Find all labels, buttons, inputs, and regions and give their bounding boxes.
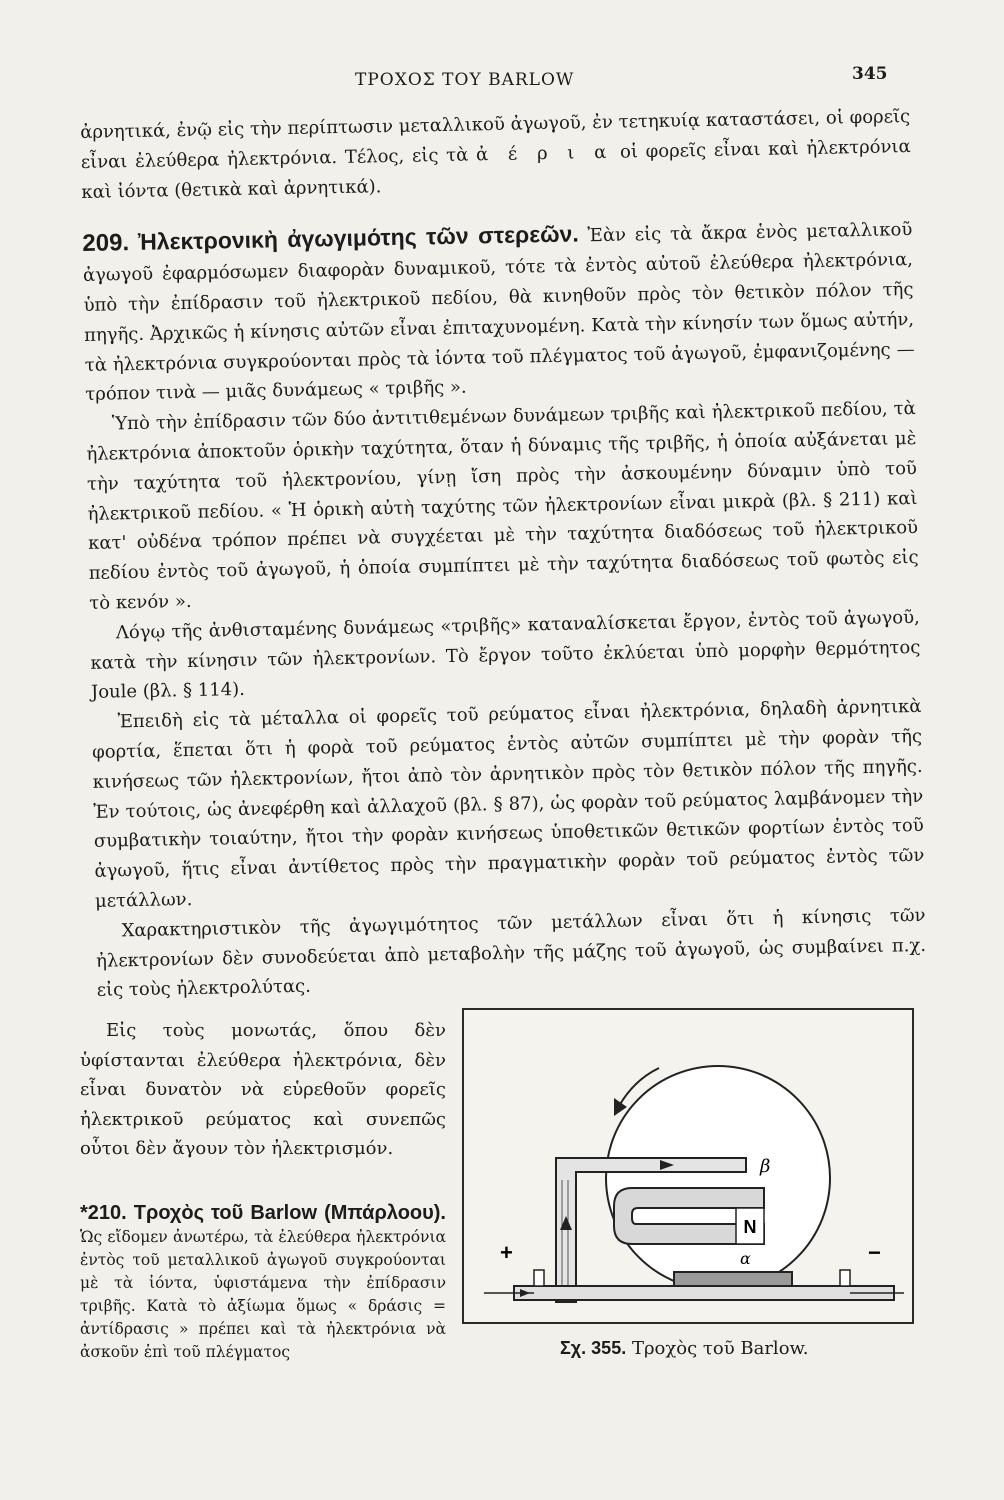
section-title: Ἠλεκτρονικὴ ἀγωγιμότης τῶν στερεῶν. [137,220,579,256]
section-title: *210. Τροχὸς τοῦ Barlow (Μπάρλοου). [80,1201,446,1224]
minus-terminal-label: − [868,1240,881,1265]
spaced-word: ἀ έ ρ ι α [475,141,613,166]
mercury-trough [674,1272,792,1286]
wheel-disc [606,1066,830,1290]
paragraph: Λόγῳ τῆς ἀνθισταμένης δυνάμεως «τριβῆς» καταναλίσκεται ἔργον, ἐντὸς τοῦ ἀγωγοῦ, κατὰ τὴν κίνησιν τῶν ἠλεκτρονίων. Τὸ ἔργον τοῦτο ἐκλύεται ὑπὸ μορφὴν θερμότητος Joule (βλ. § 114). [90,606,921,704]
north-pole-label: N [743,1217,757,1237]
figure-caption [560,1338,809,1359]
barlow-wheel-figure [462,1008,914,1324]
terminal-left [534,1270,544,1286]
figure-label: Σχ. 355. [560,1338,627,1358]
plus-terminal-label: + [500,1240,513,1265]
page-number: 345 [852,64,888,84]
section-210: *210. Τροχὸς τοῦ Barlow (Μπάρλοου). Ὡς εἴδομεν ἀνωτέρω, τὰ ἐλεύθερα ἠλεκτρόνια ἐντὸς τοῦ μεταλλικοῦ ἀγωγοῦ συγκρούονται μὲ τὰ ἰόντα, ὑφιστάμενα τὴν ἐπίδρασιν τριβῆς. Κατὰ τὸ ἀξίωμα ὅμως « δράσις = ἀντίδρασις » πρέπει καὶ τὰ ἠλεκτρόνια νὰ ἀσκοῦν ἐπὶ τοῦ πλέγματος [80,1201,446,1361]
beta-label: β [760,1156,771,1177]
barlow-wheel-diagram [464,1010,912,1322]
paragraph: Ὑπὸ τὴν ἐπίδρασιν τῶν δύο ἀντιτιθεμένων δυνάμεων τριβῆς καὶ ἠλεκτρικοῦ πεδίου, τὰ ἠλεκτρόνια ἀποκτοῦν ὁρικὴν ταχύτητα, ὅταν ἡ δύναμις τῆς τριβῆς, ἡ ὁποία αὐξάνεται μὲ τὴν ταχύτητα τοῦ ἠλεκτρονίου, γίνῃ ἴση πρὸς τὴν ἀσκουμένην δύναμιν ὑπὸ τοῦ ἠλεκτρικοῦ πεδίου. « Ἡ ὁρικὴ αὐτὴ ταχύτης τῶν ἠλεκτρονίων εἶναι μικρὰ (βλ. § 211) καὶ κατ' οὐδένα τρόπον πρέπει νὰ συγχέεται μὲ τὴν ταχύτητα διαδόσεως τοῦ ἠλεκτρικοῦ πεδίου ἐντὸς τοῦ ἀγωγοῦ, ἡ ὁποία συμπίπτει μὲ τὴν ταχύτητα διαδόσεως τοῦ φωτὸς εἰς τὸ κενόν ». [86,398,919,614]
alpha-label: α [740,1249,751,1268]
terminal-right [840,1270,850,1286]
left-column-text [80,1016,446,1364]
rotation-arrowhead [614,1098,627,1116]
running-title: ΤΡΟΧΟΣ ΤΟΥ BARLOW [355,70,575,90]
paragraph: Εἰς τοὺς μονωτάς, ὅπου δὲν ὑφίστανται ἐλεύθερα ἠλεκτρόνια, δὲν εἶναι δυνατὸν νὰ εὑρεθοῦν φορεῖς ἠλεκτρικοῦ ρεύματος καὶ συνεπῶς οὗτοι δὲν ἄγουν τὸν ἠλεκτρισμόν. [80,1020,446,1159]
base-board [514,1286,894,1300]
main-text-block [80,102,927,1006]
section-number: 209. [82,229,130,258]
figure-caption-text: Τροχὸς τοῦ Barlow. [631,1338,809,1359]
section-209: 209. Ἠλεκτρονικὴ ἀγωγιμότης τῶν στερεῶν. Ἐὰν εἰς τὰ ἄκρα ἑνὸς μεταλλικοῦ ἀγωγοῦ ἐφαρμόσωμεν διαφορὰν δυναμικοῦ, τότε τὰ ἐντὸς αὐτοῦ ἐλεύθερα ἠλεκτρόνια, ὑπὸ τὴν ἐπίδρασιν τοῦ ἠλεκτρικοῦ πεδίου, θὰ κινηθοῦν πρὸς τὸν θετικὸν πόλον τῆς πηγῆς. Ἀρχικῶς ἡ κίνησις αὐτῶν εἶναι ἐπιταχυνομένη. Κατὰ τὴν κίνησίν των ὅμως αὐτήν, τὰ ἠλεκτρόνια συγκρούονται πρὸς τὰ ἰόντα τοῦ πλέγματος τοῦ ἀγωγοῦ, ἐμφανιζομένης — τρόπον τινὰ — μιᾶς δυνάμεως « τριβῆς ». [82,219,915,406]
paragraph: Ἐπειδὴ εἰς τὰ μέταλλα οἱ φορεῖς τοῦ ρεύματος εἶναι ἠλεκτρόνια, δηλαδὴ ἀρνητικὰ φορτία, ἕπεται ὅτι ἡ φορὰ τοῦ ρεύματος ἐντὸς αὐτῶν συμπίπτει μὲ τὴν φορὰν τῆς κινήσεως τῶν ἠλεκτρονίων, ἤτοι ἀπὸ τὸν ἀρνητικὸν πρὸς τὸν θετικὸν πόλον τῆς πηγῆς. Ἐν τούτοις, ὡς ἀνεφέρθη καὶ ἀλλαχοῦ (βλ. § 87), ὡς φορὰν τοῦ ρεύματος λαμβάνομεν τὴν συμβατικὴν τοιαύτην, ἤτοι τὴν φορὰν κινήσεως ὑποθετικῶν θετικῶν φορτίων ἐντὸς τοῦ ἀγωγοῦ, ἥτις εἶναι ἀντίθετος πρὸς τὴν πραγματικὴν φορὰν τοῦ ρεύματος ἐντὸς τῶν μετάλλων. [91,696,925,912]
paragraph: Χαρακτηριστικὸν τῆς ἀγωγιμότητος τῶν μετάλλων εἶναι ὅτι ἡ κίνησις τῶν ἠλεκτρονίων δὲν συνοδεύεται ἀπὸ μεταβολὴν τῆς μάζης τοῦ ἀγωγοῦ, ὡς συμβαίνει π.χ. εἰς τοὺς ἠλεκτρολύτας. [95,904,927,1002]
paragraph-intro: ἀρνητικά, ἐνῷ εἰς τὴν περίπτωσιν μεταλλικοῦ ἀγωγοῦ, ἐν τετηκυίᾳ καταστάσει, οἱ φορεῖς εἶναι ἐλεύθερα ἠλεκτρόνια. Τέλος, εἰς τὰ ἀ έ ρ ι α οἱ φορεῖς εἶναι καὶ ἠλεκτρόνια καὶ ἰόντα (θετικὰ καὶ ἀρνητικά). [80,106,911,203]
